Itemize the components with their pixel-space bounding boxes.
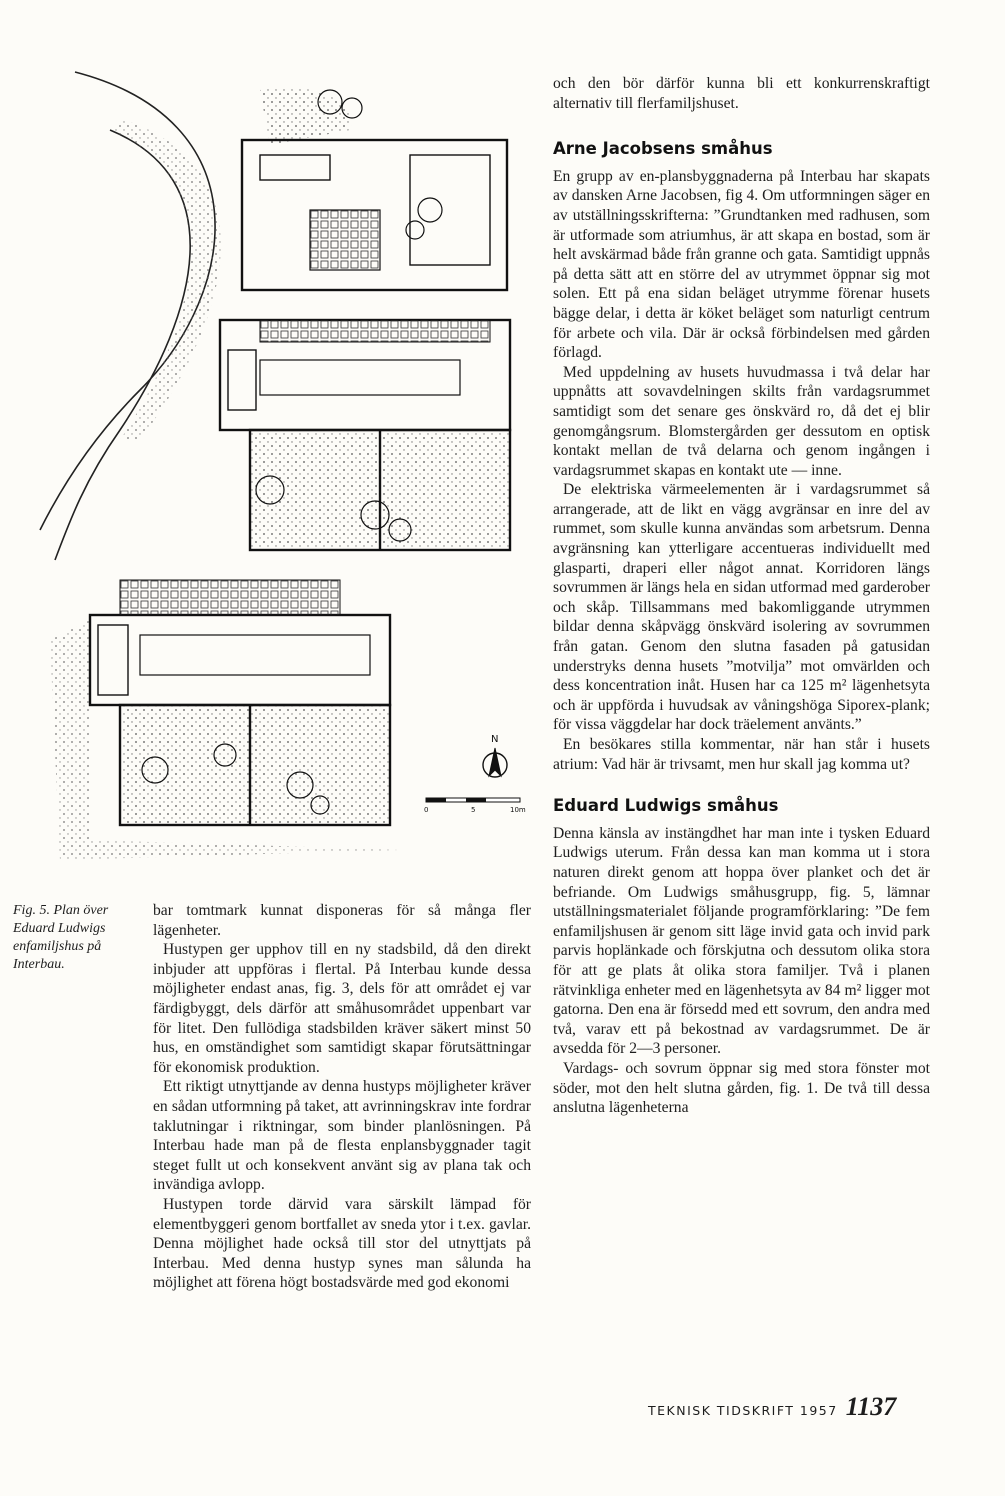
- paragraph: En grupp av en-plansbyggnaderna på Interbau har skapats av dansken Arne Jacobsen, fig 4. Om utformningen säger en av utställningsskrifterna: ”Grundtanken med radhusen, som är utformade som atriumhus, är att skapa en bostad, som är helt avskärmad både från granne och gata. Samtidigt uppnås på detta sätt att en större del av utrymmet öppnar sig mot solen. Ett på ena sidan beläget utrymme förenar husets bägge delar, i detta är köket beläget som naturligt centrum för arbete och vila. Där är också förbindelsen med gården förlagd.: [553, 167, 930, 362]
- north-arrow: [483, 734, 507, 777]
- paragraph: En besökares stilla kommentar, när han står i husets atrium: Vad här är trivsamt, men hur skall jag komma ut?: [553, 736, 930, 773]
- left-column: [153, 901, 531, 1293]
- scale-bar: [424, 798, 526, 814]
- park-area-top: [260, 87, 351, 145]
- house-block-2: [220, 320, 510, 430]
- figure-caption: Fig. 5. Plan över Eduard Ludwigs enfamiljshus på Interbau.: [13, 903, 109, 972]
- site-plan-figure: [30, 60, 530, 860]
- page-number: 1137: [845, 1392, 897, 1421]
- garden-block-2: [250, 430, 510, 550]
- paragraph: Hustypen ger upphov till en ny stadsbild, då den direkt inbjuder att uppföras i flertal. På Interbau kunde dessa möjligheter endast anas, fig. 3, dels för att området ej var färdigbyggt, dels därför att småhusområdet uppenbart var för litet. Den fullödiga stadsbilden kräver säkert minst 50 hus, en omständighet som samtidigt skapar förutsättningar för ekonomisk produktion.: [153, 941, 531, 1076]
- paragraph: Ett riktigt utnyttjande av denna hustyps möjligheter kräver en sådan utformning på taket, att avrinningskrav inte fordrar taklutningar i riktningar, som binder planlösningen. På Interbau hade man på de flesta enplansbyggnader tagit steget fullt ut och konsekvent använt sig av plana tak och invändiga avlopp.: [153, 1078, 531, 1194]
- paragraph: Denna känsla av instängdhet har man inte i tysken Eduard Ludwigs uterum. Från dessa kan man komma ut i stora naturen direkt genom att hoppa över planket och det är befriande. Om Ludwigs småhusgrupp, fig. 5, lämnar utställningsmaterialet följande programförklaring: ”De fem enfamiljshusen är genom sitt läge invid gata och invid park parvis hoplänkade och förskjutna och dessutom olika stora för att ge plats åt olika stora familjer. Två i planen rätvinkliga enheter med en lägenhetsyta av 84 m² ligger mot gatorna. Den ena är försedd med ett sovrum, den andra med två, varav ett på bekostnad av vardagsrummet. De är avsedda för 2—3 personer.: [553, 824, 930, 1058]
- paragraph: Med uppdelning av husets huvudmassa i två delar har uppnåtts att sovavdelningen skilts från vardagsrummet samtidigt som det senare ges önskvärd ro, då det ej blir genomgångsrum. Blomstergården ger dessutom en optisk kontakt mellan de två delarna och genom ingången i vardagsrummet skapas en kontakt ute — inne.: [553, 363, 930, 479]
- right-column: [553, 74, 930, 1118]
- page-footer: [648, 1392, 896, 1422]
- scale-label-0: 0: [424, 806, 429, 814]
- paragraph: bar tomtmark kunnat disponeras för så många fler lägenheter.: [153, 902, 531, 939]
- house-block-1: [242, 140, 507, 290]
- section-heading-jacobsen: Arne Jacobsens småhus: [553, 139, 773, 159]
- paragraph: De elektriska värmeelementen är i vardagsrummet så arrangerade, att de likt en vägg avgränsar en inre del av rummet, som skulle kunna användas som arbetsrum. Denna avgränsning kan ytterligare accentueras individuellt med glasparti, draperi eller något annat. Korridoren längs sovrummen är längs hela en sidan utformad med garderober och skåp. Tillsammans med bakomliggande utrymmen bildar denna skåpvägg önskvärd isolering av sovrummen från gatan. Genom den slutna fasaden på gatusidan understryks denna husets ”motvilja” mot omvärlden och dess koncentration inåt. Husen har ca 125 m² lägenhetsyta och är uppförda i huvudsak av våningshöga Siporex-plank; för vissa väggdelar har dock träelement använts.”: [553, 481, 930, 734]
- garden-block-3: [120, 705, 390, 825]
- north-label: N: [491, 734, 499, 745]
- road-curve-inner: [55, 130, 190, 560]
- section-heading-ludwig: Eduard Ludwigs småhus: [553, 796, 779, 816]
- paragraph: Hustypen torde därvid vara särskilt lämpad för elementbyggeri genom bortfallet av sneda ytor i t.ex. gavlar. Denna möjlighet hade också till stor del utnyttjats på Interbau. Med denna hustyp synes man sålunda ha möjlighet att förena högt bostadsvärde med god ekonomi: [153, 1195, 531, 1292]
- intro-paragraph: och den bör därför kunna bli ett konkurrenskraftigt alternativ till flerfamiljshuset.: [553, 75, 930, 112]
- paragraph: Vardags- och sovrum öppnar sig med stora fönster mot söder, mot den helt slutna gården, fig. 1. De två till dessa anslutna lägenheterna: [553, 1059, 930, 1117]
- scale-label-5: 5: [471, 806, 476, 814]
- house-block-3: [90, 580, 390, 705]
- scale-label-10: 10m: [510, 806, 526, 814]
- journal-name: TEKNISK TIDSKRIFT 1957: [648, 1403, 838, 1418]
